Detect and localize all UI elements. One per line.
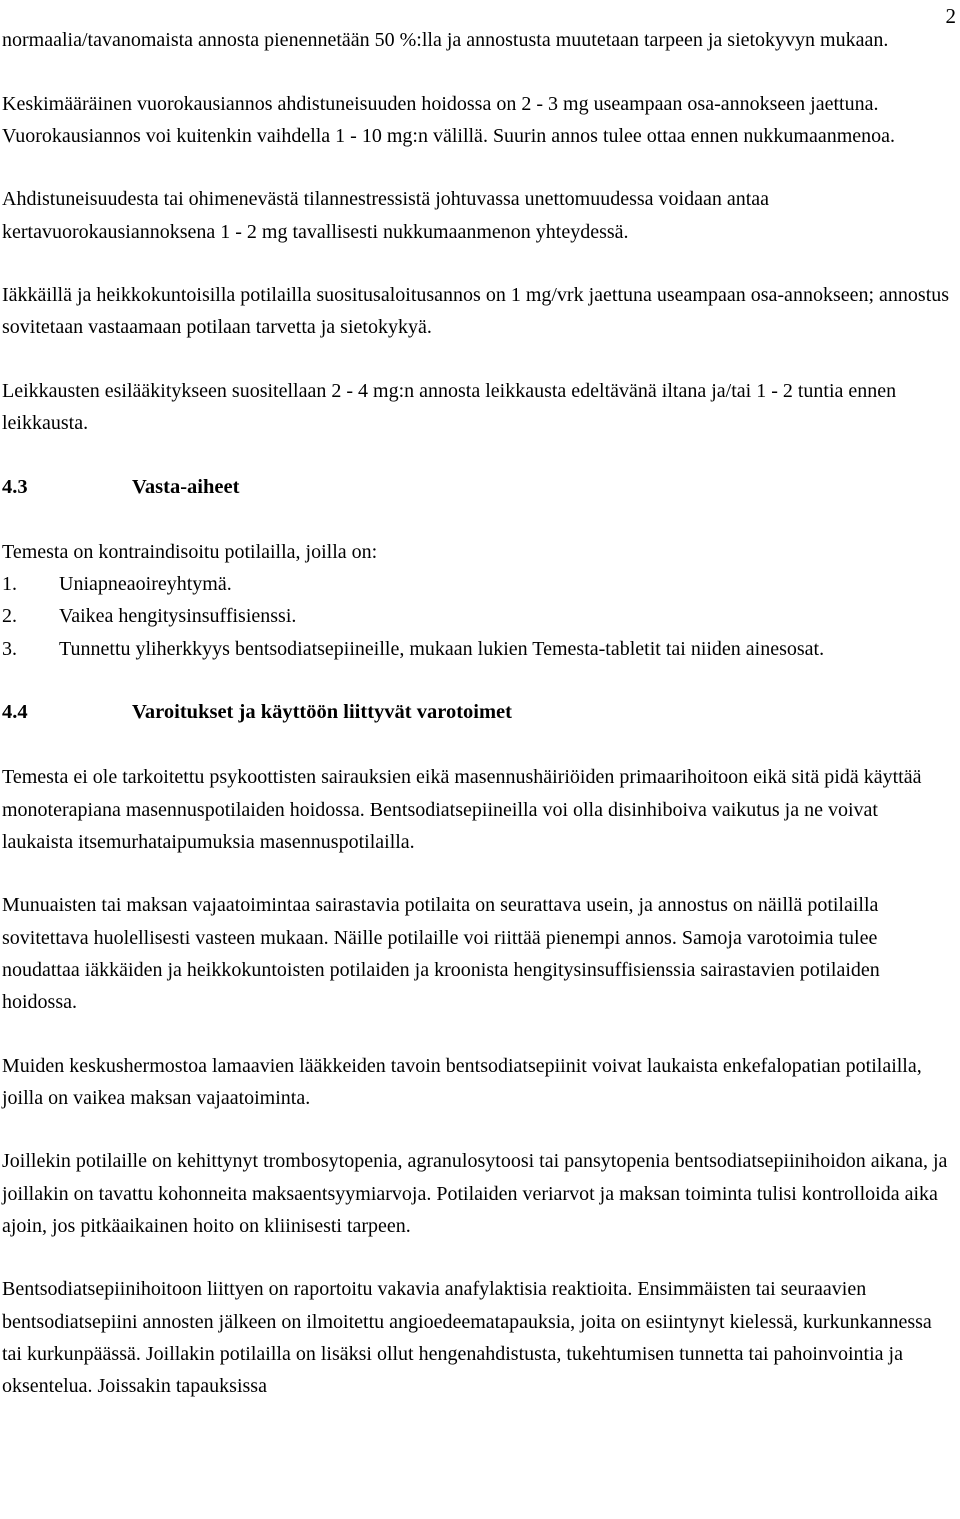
section-title: Varoitukset ja käyttöön liittyvät varotoimet (132, 701, 512, 724)
contraindications-list (2, 568, 954, 665)
list-item-number: 1. (2, 573, 17, 596)
paragraph-psychosis-warning: Temesta ei ole tarkoitettu psykoottisten sairauksien eikä masennushäiriöiden primaarihoitoon eikä sitä pidä käyttää monoterapiana masennuspotilaiden hoidossa. Bentsodiatsepiineilla voi olla disinhiboiva vaikutus ja ne voivat laukaista itsemurhataipumuksia masennuspotilailla. (2, 766, 922, 853)
list-item (2, 633, 954, 665)
list-item-text: Tunnettu yliherkkyys bentsodiatsepiineille, mukaan lukien Temesta-tabletit tai niiden ainesosat. (59, 637, 825, 660)
page-number: 2 (945, 4, 956, 28)
list-item-text: Uniapneaoireyhtymä. (59, 573, 232, 596)
paragraph-encephalopathy: Muiden keskushermostoa lamaavien lääkkeiden tavoin bentsodiatsepiinit voivat laukaista enkefalopatian potilailla, joilla on vaikea maksan vajaatoiminta. (2, 1054, 922, 1109)
list-item-number: 2. (2, 605, 17, 628)
section-number: 4.4 (2, 701, 28, 724)
paragraph-renal-hepatic: Munuaisten tai maksan vajaatoimintaa sairastavia potilaita on seurattava usein, ja annostus on näillä potilailla sovitettava huolellisesti vasteen mukaan. Näille potilaille voi riittää pienempi annos. Samoja varotoimia tulee noudattaa iäkkäiden ja heikkokuntoisten potilaiden ja kroonista hengitysinsuffisienssia sairastavien potilaiden hoidossa. (2, 894, 880, 1013)
contraindications-intro: Temesta on kontraindisoitu potilailla, joilla on: (2, 540, 378, 563)
list-item (2, 600, 954, 632)
paragraph-premedication-dose: Leikkausten esilääkitykseen suositellaan 2 - 4 mg:n annosta leikkausta edeltävänä iltana ja/tai 1 - 2 tuntia ennen leikkausta. (2, 379, 897, 435)
section-title: Vasta-aiheet (132, 475, 240, 498)
paragraph-anxiety-dose: Keskimääräinen vuorokausiannos ahdistuneisuuden hoidossa on 2 - 3 mg useampaan osa-annokseen jaettuna. Vuorokausiannos voi kuitenkin vaihdella 1 - 10 mg:n välillä. Suurin annos tulee ottaa ennen nukkumaanmenoa. (2, 92, 896, 147)
paragraph-anaphylaxis: Bentsodiatsepiinihoitoon liittyen on raportoitu vakavia anafylaktisia reaktioita. Ensimmäisten tai seuraavien bentsodiatsepiini annosten jälkeen on ilmoitettu angioedeematapauksia, joita on esiintynyt kielessä, kurkunkannessa tai kurkunpäässä. Joillakin potilailla on lisäksi ollut hengenahdistusta, tukehtumisen tunnetta tai pahoinvointia ja oksentelua. Joissakin tapauksissa (2, 1278, 932, 1397)
list-item-number: 3. (2, 637, 17, 660)
section-heading-contraindications (2, 471, 954, 503)
document-body (2, 24, 954, 1434)
list-item (2, 568, 954, 600)
list-item-text: Vaikea hengitysinsuffisienssi. (59, 605, 297, 628)
paragraph-blood-values: Joillekin potilaille on kehittynyt trombosytopenia, agranulosytoosi tai pansytopenia bentsodiatsepiinihoidon aikana, ja joillakin on tavattu kohonneita maksaentsyymiarvoja. Potilaiden veriarvot ja maksan toiminta tulisi kontrolloida aika ajoin, jos pitkäaikainen hoito on kliinisesti tarpeen. (2, 1150, 948, 1237)
paragraph-insomnia-dose: Ahdistuneisuudesta tai ohimenevästä tilannestressistä johtuvassa unettomuudessa voidaan antaa kertavuorokausiannoksena 1 - 2 mg tavallisesti nukkumaanmenon yhteydessä. (2, 188, 770, 243)
section-number: 4.3 (2, 475, 28, 498)
paragraph-elderly-dose: Iäkkäillä ja heikkokuntoisilla potilailla suositusaloitusannos on 1 mg/vrk jaettuna useampaan osa-annokseen; annostus sovitetaan vastaamaan potilaan tarvetta ja sietokykyä. (2, 284, 950, 339)
section-heading-warnings (2, 696, 954, 728)
paragraph-dose-reduction: normaalia/tavanomaista annosta pienennetään 50 %:lla ja annostusta muutetaan tarpeen ja sietokyvyn mukaan. (2, 29, 889, 51)
